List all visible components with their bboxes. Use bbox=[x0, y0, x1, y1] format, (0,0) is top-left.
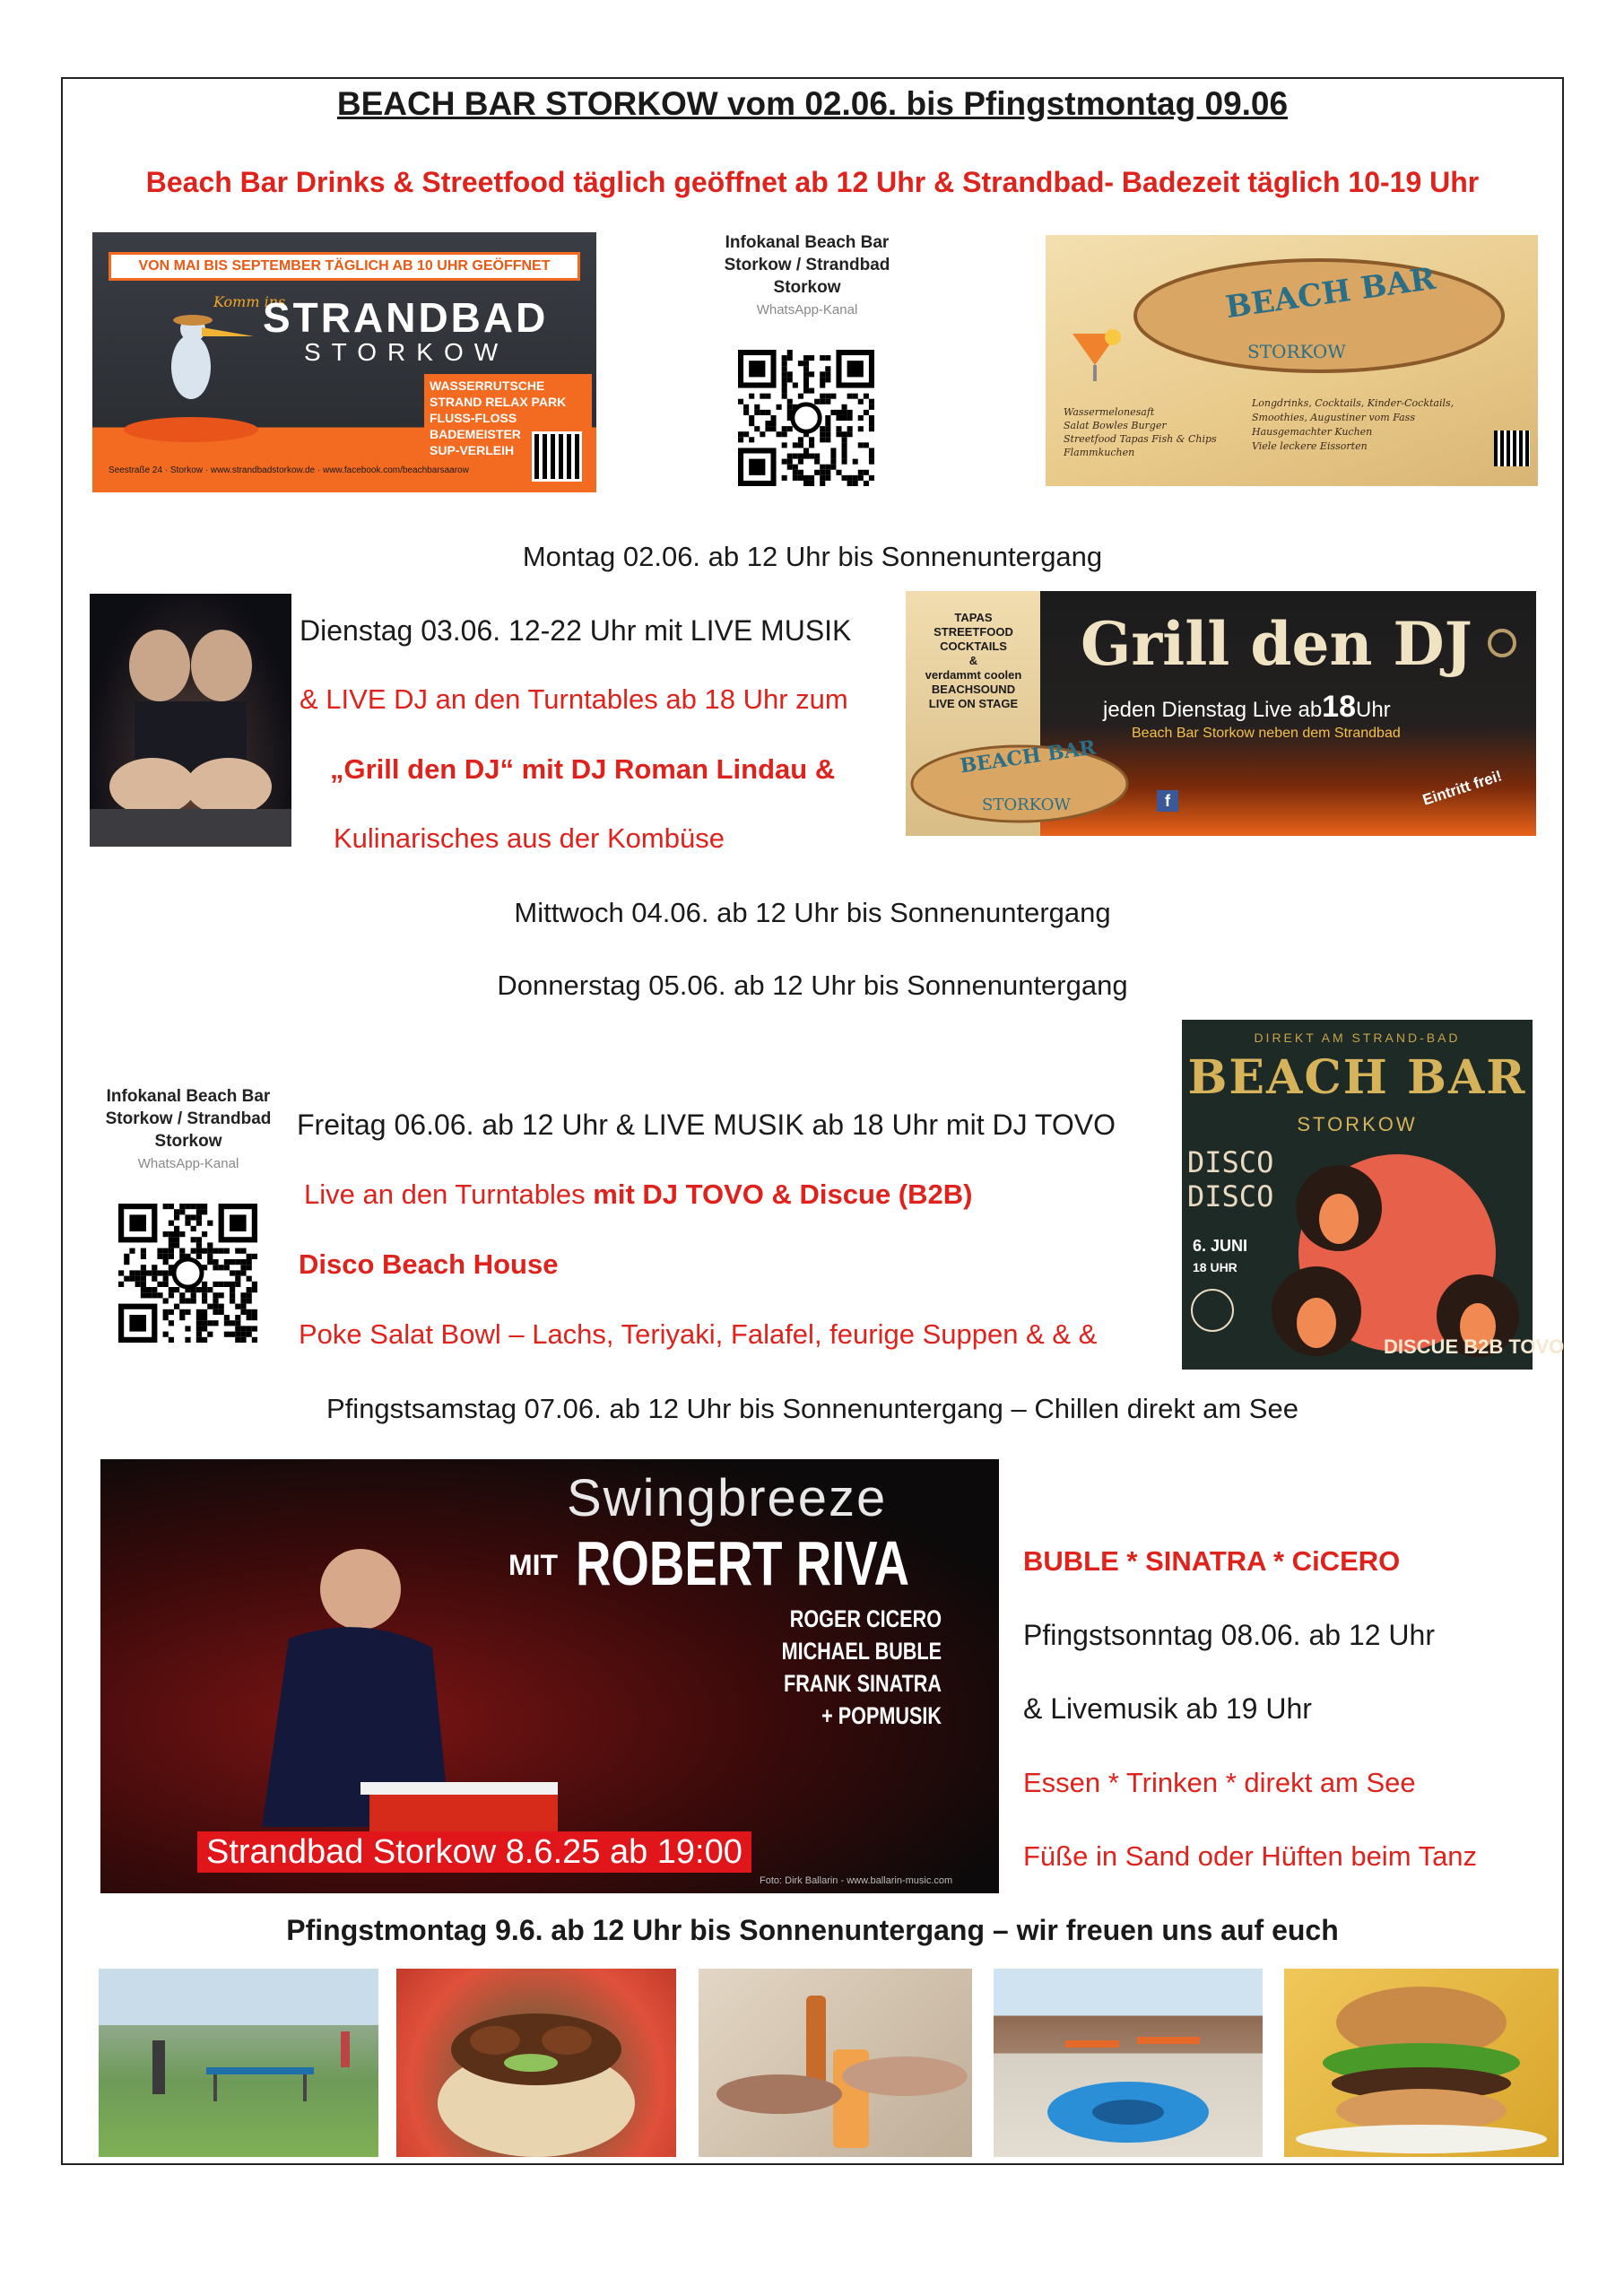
infokanal-line: Storkow / Strandbad bbox=[724, 256, 890, 274]
grill-left-line: verdammt coolen bbox=[925, 668, 1022, 682]
grill-left-line: STREETFOOD bbox=[934, 625, 1013, 639]
disco-record-icon bbox=[1191, 1289, 1234, 1332]
grill-sub-uhr: Uhr bbox=[1356, 698, 1391, 722]
burger-icon bbox=[1284, 1969, 1559, 2157]
disco-name: BEACH BAR bbox=[1187, 1050, 1527, 1105]
page-title: BEACH BAR STORKOW vom 02.06. bis Pfingstmontag 09.06 bbox=[336, 85, 1289, 122]
beachbar-right-text bbox=[1252, 396, 1454, 454]
beachbar-qr bbox=[1494, 430, 1530, 466]
pianist-icon bbox=[181, 1504, 558, 1872]
infokanal-line: Storkow bbox=[154, 1132, 222, 1151]
photo-beer-toast bbox=[699, 1969, 972, 2157]
swing-credit: Foto: Dirk Ballarin - www.ballarin-music.com bbox=[760, 1875, 953, 1886]
drink-line: Smoothies, Augustiner vom Fass bbox=[1252, 412, 1415, 423]
feature-item: STRAND RELAX PARK bbox=[430, 395, 567, 409]
day-freitag-2 bbox=[304, 1177, 972, 1213]
whatsapp-qr-code-icon[interactable] bbox=[118, 1204, 257, 1343]
grill-sub2: Beach Bar Storkow neben dem Strandbad bbox=[1132, 726, 1401, 741]
strandbad-top-strip: VON MAI BIS SEPTEMBER TÄGLICH AB 10 UHR GEÖFFNET bbox=[109, 252, 580, 281]
swing-title: Swingbreeze bbox=[567, 1469, 888, 1527]
beachbar-left-text bbox=[1064, 405, 1217, 459]
strandbad-qr bbox=[532, 431, 582, 482]
day-freitag-4: Poke Salat Bowl – Lachs, Teriyaki, Falafel, feurige Suppen & & & bbox=[299, 1318, 1098, 1350]
strandbad-place: STORKOW bbox=[304, 338, 509, 366]
food-line: Flammkuchen bbox=[1064, 447, 1135, 458]
grill-logo-name: BEACH BAR bbox=[958, 735, 1098, 778]
swing-act: MICHAEL BUBLE bbox=[781, 1638, 942, 1665]
drink-line: Longdrinks, Cocktails, Kinder-Cocktails, bbox=[1252, 397, 1455, 409]
feature-item: WASSERRUTSCHE bbox=[430, 378, 545, 393]
strandbad-footer: Seestraße 24 · Storkow · www.strandbadstorkow.de · www.facebook.com/beachbarsaarow bbox=[109, 465, 469, 475]
disco-poster bbox=[1182, 1020, 1565, 1370]
infokanal-left bbox=[81, 1085, 296, 1175]
grill-left-line: COCKTAILS bbox=[940, 639, 1007, 653]
day-sonntag-4: Essen * Trinken * direkt am See bbox=[1023, 1767, 1416, 1798]
infokanal-line: Storkow / Strandbad bbox=[105, 1109, 272, 1128]
day-montag: Montag 02.06. ab 12 Uhr bis Sonnenuntergang bbox=[522, 541, 1103, 572]
day-dienstag-3: „Grill den DJ“ mit DJ Roman Lindau & bbox=[330, 753, 836, 785]
disco-time-text: 18 UHR bbox=[1193, 1260, 1238, 1274]
swing-mit: MIT bbox=[508, 1549, 559, 1581]
disco-word: DISCO bbox=[1187, 1145, 1274, 1179]
pelican-surfer-icon bbox=[119, 304, 263, 448]
freitag-2b: mit DJ TOVO & Discue (B2B) bbox=[593, 1178, 973, 1210]
freitag-2a: Live an den Turntables bbox=[304, 1178, 594, 1210]
food-bowl-icon bbox=[396, 1969, 676, 2157]
grill-sub1 bbox=[1103, 690, 1391, 725]
swing-artist: ROBERT RIVA bbox=[576, 1528, 910, 1598]
swing-act: ROGER CICERO bbox=[789, 1605, 942, 1632]
day-freitag-1: Freitag 06.06. ab 12 Uhr & LIVE MUSIK ab 18 Uhr mit DJ TOVO bbox=[297, 1109, 1116, 1141]
cocktail-icon bbox=[1064, 325, 1126, 387]
grill-left-line: BEACHSOUND bbox=[931, 683, 1016, 696]
grill-left-line: TAPAS bbox=[954, 611, 993, 624]
day-samstag: Pfingstsamstag 07.06. ab 12 Uhr bis Sonnenuntergang – Chillen direkt am See bbox=[326, 1393, 1298, 1424]
disco-place: STORKOW bbox=[1297, 1113, 1418, 1135]
infokanal-sub: WhatsApp-Kanal bbox=[137, 1156, 239, 1171]
photo-lawn-tabletennis bbox=[99, 1969, 378, 2157]
food-line: Streetfood Tapas Fish & Chips bbox=[1064, 433, 1217, 445]
day-pfingstmontag: Pfingstmontag 9.6. ab 12 Uhr bis Sonnenuntergang – wir freuen uns auf euch bbox=[286, 1914, 1339, 1946]
swing-acts bbox=[719, 1603, 942, 1732]
beer-bottles-icon bbox=[699, 1969, 972, 2157]
grill-left-line: & bbox=[968, 654, 978, 667]
photo-burger bbox=[1284, 1969, 1559, 2157]
grill-left-lines bbox=[913, 611, 1034, 711]
facebook-icon[interactable]: f bbox=[1157, 790, 1178, 812]
day-mittwoch: Mittwoch 04.06. ab 12 Uhr bis Sonnenuntergang bbox=[514, 897, 1111, 928]
beachbar-banner-name: BEACH BAR bbox=[1223, 260, 1438, 326]
day-sonntag-3: & Livemusik ab 19 Uhr bbox=[1023, 1692, 1312, 1725]
food-line: Salat Bowles Burger bbox=[1064, 420, 1167, 431]
day-dienstag-1: Dienstag 03.06. 12-22 Uhr mit LIVE MUSIK bbox=[300, 614, 852, 647]
strandbad-kommin: Komm ins bbox=[213, 293, 286, 310]
kayak-icon bbox=[994, 1969, 1263, 2157]
drink-line: Hausgemachter Kuchen bbox=[1252, 426, 1373, 438]
strandbad-banner bbox=[92, 232, 596, 492]
beachbar-banner bbox=[1046, 235, 1538, 486]
disco-bottom: DISCUE B2B TOVO bbox=[1384, 1335, 1565, 1358]
day-sonntag-1: BUBLE * SINATRA * CiCERO bbox=[1023, 1545, 1401, 1577]
whatsapp-qr-code-icon[interactable] bbox=[738, 350, 874, 486]
infokanal-line: Infokanal Beach Bar bbox=[725, 233, 890, 252]
grill-badge: Eintritt frei! bbox=[1420, 767, 1505, 809]
day-freitag-3: Disco Beach House bbox=[299, 1248, 559, 1280]
day-sonntag-5: Füße in Sand oder Hüften beim Tanz bbox=[1023, 1840, 1478, 1872]
day-dienstag-4: Kulinarisches aus der Kombüse bbox=[334, 822, 725, 854]
infokanal-sub: WhatsApp-Kanal bbox=[756, 302, 858, 317]
surfboard-icon bbox=[1131, 244, 1507, 387]
page-subtitle: Beach Bar Drinks & Streetfood täglich geöffnet ab 12 Uhr & Strandbad- Badezeit täglich 10-19 Uhr bbox=[145, 166, 1480, 198]
infokanal-line: Storkow bbox=[773, 278, 841, 297]
dj-portrait-icon bbox=[90, 594, 291, 847]
swing-act: + POPMUSIK bbox=[821, 1702, 942, 1729]
day-sonntag-2: Pfingstsonntag 08.06. ab 12 Uhr bbox=[1023, 1619, 1435, 1651]
grill-title: Grill den DJ bbox=[1081, 609, 1472, 679]
infokanal-line: Infokanal Beach Bar bbox=[106, 1087, 271, 1106]
grill-left-line: LIVE ON STAGE bbox=[928, 697, 1019, 710]
photo-kayaks bbox=[994, 1969, 1263, 2157]
grill-den-dj-banner bbox=[906, 591, 1536, 836]
grill-sub1-text: jeden Dienstag Live ab bbox=[1103, 698, 1323, 722]
dj-roman-photo bbox=[90, 594, 291, 847]
photo-skewers-bowl bbox=[396, 1969, 676, 2157]
day-donnerstag: Donnerstag 05.06. ab 12 Uhr bis Sonnenuntergang bbox=[497, 970, 1128, 1001]
day-dienstag-2: & LIVE DJ an den Turntables ab 18 Uhr zum bbox=[300, 683, 848, 715]
beachbar-banner-place: STORKOW bbox=[1247, 341, 1346, 362]
disco-date bbox=[1193, 1235, 1247, 1278]
disco-word: DISCO bbox=[1187, 1179, 1274, 1213]
feature-item: SUP-VERLEIH bbox=[430, 443, 515, 457]
swing-act: FRANK SINATRA bbox=[784, 1670, 942, 1697]
disco-date-text: 6. JUNI bbox=[1193, 1237, 1248, 1255]
grill-logo-place: STORKOW bbox=[982, 796, 1071, 814]
infokanal-top bbox=[699, 231, 915, 321]
swing-footer: Strandbad Storkow 8.6.25 ab 19:00 bbox=[197, 1831, 751, 1873]
drink-line: Viele leckere Eissorten bbox=[1252, 440, 1368, 452]
table-tennis-icon bbox=[99, 1969, 378, 2157]
sun-icon bbox=[1480, 616, 1524, 670]
disco-words bbox=[1187, 1145, 1273, 1213]
feature-item: FLUSS-FLOSS bbox=[430, 411, 517, 425]
grill-sub-num: 18 bbox=[1322, 690, 1356, 724]
feature-item: BADEMEISTER bbox=[430, 427, 521, 441]
disco-top: DIREKT AM STRAND-BAD bbox=[1254, 1031, 1461, 1045]
food-line: Wassermelonesaft bbox=[1064, 406, 1155, 418]
swingbreeze-poster bbox=[100, 1459, 999, 1893]
strandbad-name: STRANDBAD bbox=[263, 294, 549, 341]
